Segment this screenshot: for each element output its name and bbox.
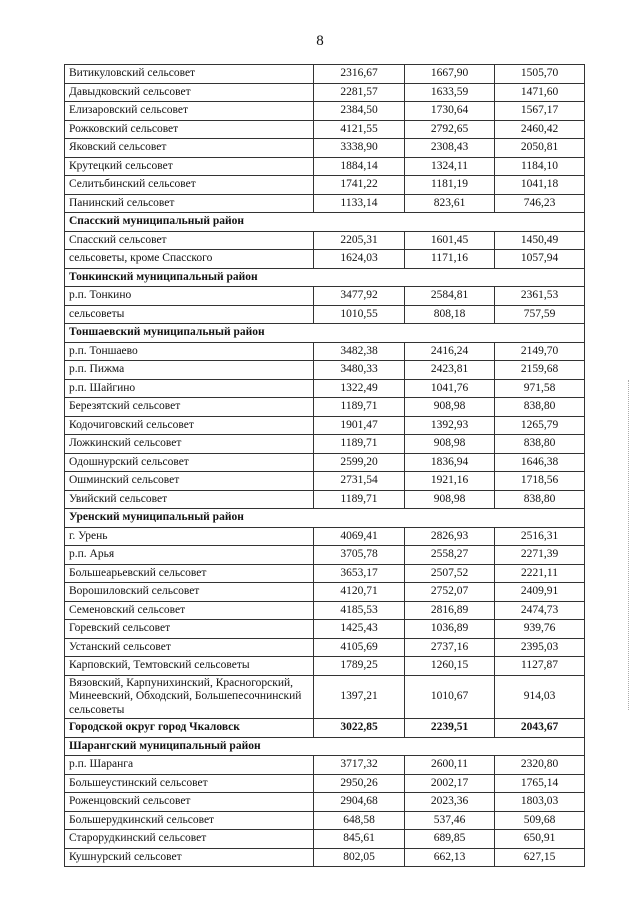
- row-name-cell: Одошнурский сельсовет: [65, 453, 314, 472]
- value-cell-3: 1127,87: [495, 657, 585, 676]
- section-header-row: [65, 509, 585, 528]
- value-cell-1: 3482,38: [314, 342, 405, 361]
- table-row: [65, 793, 585, 812]
- table-row: [65, 490, 585, 509]
- row-name-cell: р.п. Арья: [65, 546, 314, 565]
- value-cell-2: 1010,67: [405, 675, 495, 719]
- value-cell-3: 1567,17: [495, 102, 585, 121]
- scan-edge-mark: [628, 380, 629, 710]
- value-cell-1: 4069,41: [314, 527, 405, 546]
- value-cell-1: 1189,71: [314, 435, 405, 454]
- value-cell-2: 2023,36: [405, 793, 495, 812]
- value-cell-1: 3477,92: [314, 287, 405, 306]
- value-cell-2: 2826,93: [405, 527, 495, 546]
- row-name-cell: Семеновский сельсовет: [65, 601, 314, 620]
- value-cell-2: 662,13: [405, 848, 495, 867]
- value-cell-1: 648,58: [314, 811, 405, 830]
- row-name-cell: Панинский сельсовет: [65, 194, 314, 213]
- row-name-cell: р.п. Пижма: [65, 361, 314, 380]
- row-name-cell: сельсоветы, кроме Спасского: [65, 250, 314, 269]
- table-row: [65, 811, 585, 830]
- value-cell-3: 2050,81: [495, 139, 585, 158]
- row-name-cell: р.п. Шаранга: [65, 756, 314, 775]
- value-cell-3: 1471,60: [495, 83, 585, 102]
- row-name-cell: сельсоветы: [65, 305, 314, 324]
- section-title: Тонкинский муниципальный район: [65, 268, 585, 287]
- row-name-cell: Большеустинский сельсовет: [65, 774, 314, 793]
- value-cell-3: 746,23: [495, 194, 585, 213]
- value-cell-3: 838,80: [495, 435, 585, 454]
- value-cell-1: 1624,03: [314, 250, 405, 269]
- value-cell-3: 1646,38: [495, 453, 585, 472]
- value-cell-3: 1450,49: [495, 231, 585, 250]
- table-row: [65, 102, 585, 121]
- value-cell-1: 1189,71: [314, 398, 405, 417]
- value-cell-1: 1901,47: [314, 416, 405, 435]
- row-name-cell: Роженцовский сельсовет: [65, 793, 314, 812]
- value-cell-3: 2474,73: [495, 601, 585, 620]
- value-cell-2: 1171,16: [405, 250, 495, 269]
- value-cell-2: 1181,19: [405, 176, 495, 195]
- table-row: [65, 830, 585, 849]
- value-cell-2: 537,46: [405, 811, 495, 830]
- table-row: [65, 756, 585, 775]
- value-cell-2: 1601,45: [405, 231, 495, 250]
- row-name-cell: Ложкинский сельсовет: [65, 435, 314, 454]
- row-name-cell: Карповский, Темтовский сельсоветы: [65, 657, 314, 676]
- value-cell-1: 2904,68: [314, 793, 405, 812]
- value-cell-1: 2950,26: [314, 774, 405, 793]
- value-cell-3: 2149,70: [495, 342, 585, 361]
- value-cell-2: 2002,17: [405, 774, 495, 793]
- table-row: [65, 601, 585, 620]
- value-cell-3: 2460,42: [495, 120, 585, 139]
- table-row: [65, 657, 585, 676]
- value-cell-3: 838,80: [495, 490, 585, 509]
- value-cell-2: 2600,11: [405, 756, 495, 775]
- value-cell-3: 1041,18: [495, 176, 585, 195]
- table-row: [65, 194, 585, 213]
- table-row: [65, 620, 585, 639]
- value-cell-2: 2558,27: [405, 546, 495, 565]
- row-name-cell: р.п. Шайгино: [65, 379, 314, 398]
- value-cell-2: 1392,93: [405, 416, 495, 435]
- row-name-cell: Кодочиговский сельсовет: [65, 416, 314, 435]
- value-cell-3: 509,68: [495, 811, 585, 830]
- value-cell-3: 2516,31: [495, 527, 585, 546]
- value-cell-2: 2584,81: [405, 287, 495, 306]
- section-title: Уренский муниципальный район: [65, 509, 585, 528]
- value-cell-1: 1884,14: [314, 157, 405, 176]
- value-cell-3: 939,76: [495, 620, 585, 639]
- table-row: [65, 527, 585, 546]
- section-header-row: [65, 213, 585, 232]
- value-cell-3: 971,58: [495, 379, 585, 398]
- value-cell-1: 2205,31: [314, 231, 405, 250]
- value-cell-2: 2752,07: [405, 583, 495, 602]
- value-cell-1: 1010,55: [314, 305, 405, 324]
- value-cell-1: 2281,57: [314, 83, 405, 102]
- value-cell-1: 845,61: [314, 830, 405, 849]
- value-cell-1: 2731,54: [314, 472, 405, 491]
- value-cell-1: 2599,20: [314, 453, 405, 472]
- value-cell-3: 2320,80: [495, 756, 585, 775]
- data-table: [64, 64, 585, 867]
- page-number: 8: [316, 33, 324, 49]
- value-cell-1: 2316,67: [314, 65, 405, 84]
- row-name-cell: Горевский сельсовет: [65, 620, 314, 639]
- value-cell-3: 2395,03: [495, 638, 585, 657]
- value-cell-3: 1803,03: [495, 793, 585, 812]
- value-cell-3: 2043,67: [495, 719, 585, 738]
- value-cell-3: 650,91: [495, 830, 585, 849]
- value-cell-2: 1667,90: [405, 65, 495, 84]
- value-cell-2: 689,85: [405, 830, 495, 849]
- row-name-cell: Елизаровский сельсовет: [65, 102, 314, 121]
- row-name-cell: Кушнурский сельсовет: [65, 848, 314, 867]
- value-cell-2: 1260,15: [405, 657, 495, 676]
- table-row: [65, 83, 585, 102]
- row-name-cell: р.п. Тонкино: [65, 287, 314, 306]
- table-row: [65, 472, 585, 491]
- row-name-cell: Ворошиловский сельсовет: [65, 583, 314, 602]
- value-cell-1: 3338,90: [314, 139, 405, 158]
- table-row: [65, 398, 585, 417]
- table-row: [65, 416, 585, 435]
- value-cell-1: 1322,49: [314, 379, 405, 398]
- table-row: [65, 287, 585, 306]
- value-cell-2: 808,18: [405, 305, 495, 324]
- section-title: Спасский муниципальный район: [65, 213, 585, 232]
- section-header-row: [65, 737, 585, 756]
- table-body: [65, 65, 585, 867]
- value-cell-1: 3480,33: [314, 361, 405, 380]
- value-cell-3: 1057,94: [495, 250, 585, 269]
- row-name-cell: Рожковский сельсовет: [65, 120, 314, 139]
- value-cell-2: 1921,16: [405, 472, 495, 491]
- table-row: [65, 638, 585, 657]
- value-cell-2: 1730,64: [405, 102, 495, 121]
- value-cell-3: 627,15: [495, 848, 585, 867]
- value-cell-2: 1633,59: [405, 83, 495, 102]
- table-row: [65, 250, 585, 269]
- value-cell-1: 3705,78: [314, 546, 405, 565]
- row-name-cell: Городской округ город Чкаловск: [65, 719, 314, 738]
- value-cell-2: 1324,11: [405, 157, 495, 176]
- table-row: [65, 139, 585, 158]
- value-cell-2: 2737,16: [405, 638, 495, 657]
- row-name-cell: Яковский сельсовет: [65, 139, 314, 158]
- table-row: [65, 176, 585, 195]
- row-name-cell: Старорудкинский сельсовет: [65, 830, 314, 849]
- value-cell-1: 4121,55: [314, 120, 405, 139]
- value-cell-1: 1741,22: [314, 176, 405, 195]
- value-cell-2: 908,98: [405, 490, 495, 509]
- value-cell-2: 1041,76: [405, 379, 495, 398]
- section-header-row: [65, 268, 585, 287]
- row-name-cell: Крутецкий сельсовет: [65, 157, 314, 176]
- table-row: [65, 120, 585, 139]
- row-name-cell: р.п. Тоншаево: [65, 342, 314, 361]
- value-cell-2: 1036,89: [405, 620, 495, 639]
- table-row: [65, 157, 585, 176]
- value-cell-2: 2239,51: [405, 719, 495, 738]
- value-cell-3: 1718,56: [495, 472, 585, 491]
- value-cell-2: 908,98: [405, 435, 495, 454]
- value-cell-2: 823,61: [405, 194, 495, 213]
- section-title: Тоншаевский муниципальный район: [65, 324, 585, 343]
- table-row: [65, 583, 585, 602]
- value-cell-2: 2416,24: [405, 342, 495, 361]
- row-name-cell: Давыдковский сельсовет: [65, 83, 314, 102]
- table-row: [65, 546, 585, 565]
- row-name-cell: Селитьбинский сельсовет: [65, 176, 314, 195]
- value-cell-3: 2271,39: [495, 546, 585, 565]
- table-row: [65, 65, 585, 84]
- value-cell-1: 2384,50: [314, 102, 405, 121]
- value-cell-2: 2792,65: [405, 120, 495, 139]
- value-cell-1: 1397,21: [314, 675, 405, 719]
- value-cell-3: 914,03: [495, 675, 585, 719]
- table-row: [65, 675, 585, 719]
- value-cell-1: 802,05: [314, 848, 405, 867]
- table-row: [65, 719, 585, 738]
- table-row: [65, 305, 585, 324]
- table-row: [65, 564, 585, 583]
- value-cell-2: 2816,89: [405, 601, 495, 620]
- section-header-row: [65, 324, 585, 343]
- value-cell-1: 1789,25: [314, 657, 405, 676]
- row-name-cell: Большерудкинский сельсовет: [65, 811, 314, 830]
- table-row: [65, 361, 585, 380]
- row-name-cell: Увийский сельсовет: [65, 490, 314, 509]
- section-title: Шарангский муниципальный район: [65, 737, 585, 756]
- value-cell-2: 2423,81: [405, 361, 495, 380]
- table-row: [65, 453, 585, 472]
- table-row: [65, 379, 585, 398]
- row-name-cell: Спасский сельсовет: [65, 231, 314, 250]
- value-cell-3: 1765,14: [495, 774, 585, 793]
- value-cell-1: 1189,71: [314, 490, 405, 509]
- value-cell-1: 1133,14: [314, 194, 405, 213]
- table-row: [65, 435, 585, 454]
- row-name-cell: Большеарьевский сельсовет: [65, 564, 314, 583]
- value-cell-3: 757,59: [495, 305, 585, 324]
- table-row: [65, 848, 585, 867]
- table-row: [65, 231, 585, 250]
- row-name-cell: Витикуловский сельсовет: [65, 65, 314, 84]
- value-cell-2: 908,98: [405, 398, 495, 417]
- value-cell-1: 4185,53: [314, 601, 405, 620]
- value-cell-2: 2507,52: [405, 564, 495, 583]
- table-row: [65, 342, 585, 361]
- row-name-cell: Ошминский сельсовет: [65, 472, 314, 491]
- value-cell-3: 2409,91: [495, 583, 585, 602]
- row-name-cell: Вязовский, Карпунихинский, Красногорский, Минеевский, Обходский, Большепесочнинский сельсоветы: [65, 675, 314, 719]
- value-cell-1: 1425,43: [314, 620, 405, 639]
- value-cell-3: 838,80: [495, 398, 585, 417]
- value-cell-1: 3653,17: [314, 564, 405, 583]
- row-name-cell: г. Урень: [65, 527, 314, 546]
- value-cell-2: 2308,43: [405, 139, 495, 158]
- value-cell-3: 1505,70: [495, 65, 585, 84]
- value-cell-3: 2221,11: [495, 564, 585, 583]
- value-cell-1: 3022,85: [314, 719, 405, 738]
- row-name-cell: Березятский сельсовет: [65, 398, 314, 417]
- value-cell-1: 3717,32: [314, 756, 405, 775]
- value-cell-3: 1184,10: [495, 157, 585, 176]
- value-cell-3: 2159,68: [495, 361, 585, 380]
- value-cell-3: 1265,79: [495, 416, 585, 435]
- value-cell-1: 4120,71: [314, 583, 405, 602]
- value-cell-2: 1836,94: [405, 453, 495, 472]
- value-cell-1: 4105,69: [314, 638, 405, 657]
- table-row: [65, 774, 585, 793]
- row-name-cell: Устанский сельсовет: [65, 638, 314, 657]
- value-cell-3: 2361,53: [495, 287, 585, 306]
